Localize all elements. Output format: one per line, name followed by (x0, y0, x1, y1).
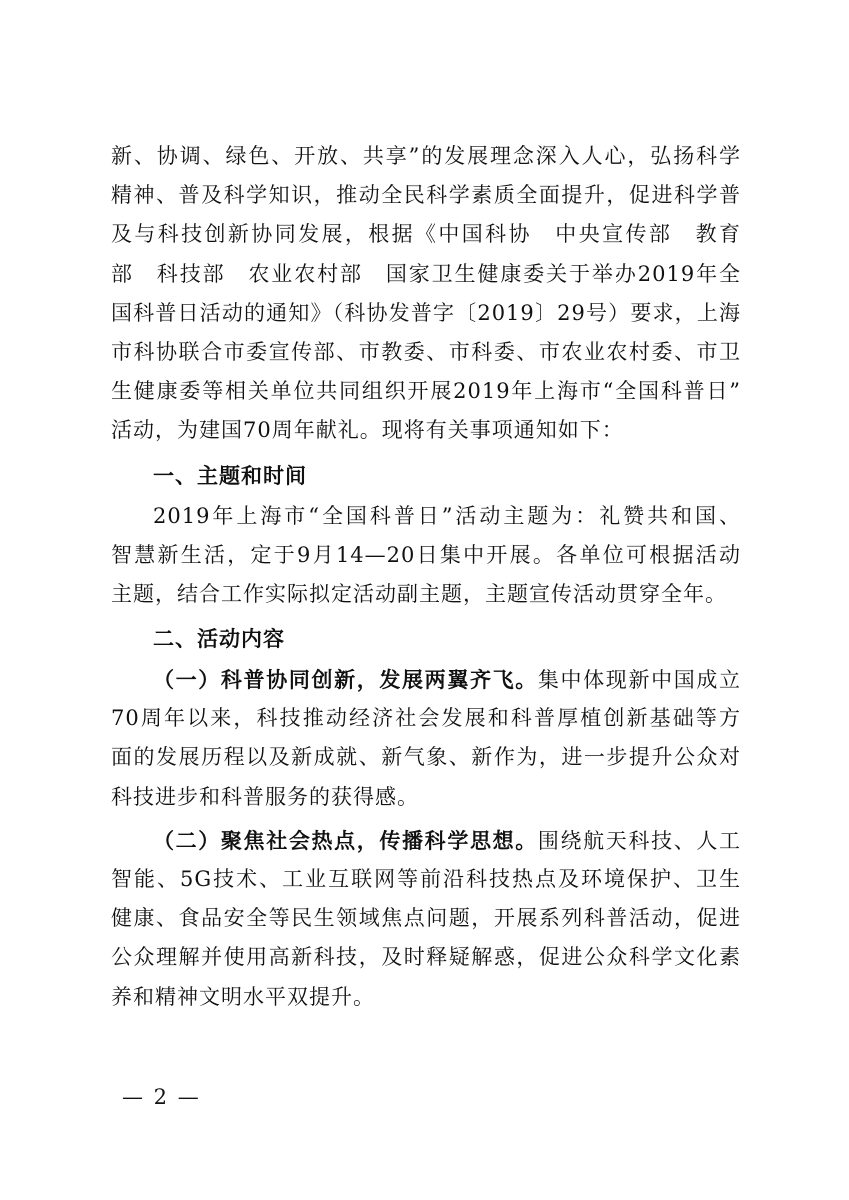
item2-line: 公众理解并使用高新科技，及时释疑解惑，促进公众科学文化素 (111, 945, 741, 970)
item1-line: 70周年以来，科技推动经济社会发展和科普厚植创新基础等方 (111, 706, 741, 731)
section1-line: 智慧新生活，定于9月14—20日集中开展。各单位可根据活动 (111, 542, 741, 567)
section1-line: 2019年上海市“全国科普日”活动主题为：礼赞共和国、 (153, 503, 741, 528)
item1-first-rest: 集中体现新中国成立 (537, 668, 742, 693)
section1-line: 主题，结合工作实际拟定活动副主题，主题宣传活动贯穿全年。 (111, 581, 727, 606)
intro-line: 部 科技部 农业农村部 国家卫生健康委关于举办2019年全 (111, 261, 741, 286)
section-heading-theme-time: 一、主题和时间 (153, 463, 307, 488)
page-number: — 2 — (122, 1085, 201, 1109)
item2-first-line (111, 821, 741, 860)
intro-line: 新、协调、绿色、开放、共享”的发展理念深入人心，弘扬科学 (111, 144, 741, 168)
intro-line: 活动，为建国70周年献礼。现将有关事项通知如下： (111, 418, 624, 443)
item1-first-line (111, 660, 741, 699)
item1-lead: （一）科普协同创新，发展两翼齐飞。 (153, 667, 538, 693)
document-body (111, 137, 741, 1017)
item2-first-rest: 围绕航天科技、人工 (537, 828, 742, 853)
intro-line: 市科协联合市委宣传部、市教委、市科委、市农业农村委、市卫 (111, 339, 741, 364)
item2-line: 养和精神文明水平双提升。 (111, 984, 375, 1009)
intro-line: 精神、普及科学知识，推动全民科学素质全面提升，促进科学普 (111, 183, 741, 208)
item2-lead: （二）聚焦社会热点，传播科学思想。 (153, 827, 538, 853)
item2-line: 健康、食品安全等民生领域焦点问题，开展系列科普活动，促进 (111, 906, 741, 931)
item2-line: 智能、5G技术、工业互联网等前沿科技热点及环境保护、卫生 (111, 867, 741, 891)
item1-line: 科技进步和科普服务的获得感。 (111, 784, 419, 809)
intro-line: 国科普日活动的通知》（科协发普字〔2019〕29号）要求，上海 (111, 300, 741, 325)
item1-line: 面的发展历程以及新成就、新气象、新作为，进一步提升公众对 (111, 745, 741, 770)
intro-line: 生健康委等相关单位共同组织开展2019年上海市“全国科普日” (111, 379, 741, 404)
intro-line: 及与科技创新协同发展，根据《中国科协 中央宣传部 教育 (111, 222, 741, 247)
section-heading-activity-content: 二、活动内容 (153, 627, 285, 652)
